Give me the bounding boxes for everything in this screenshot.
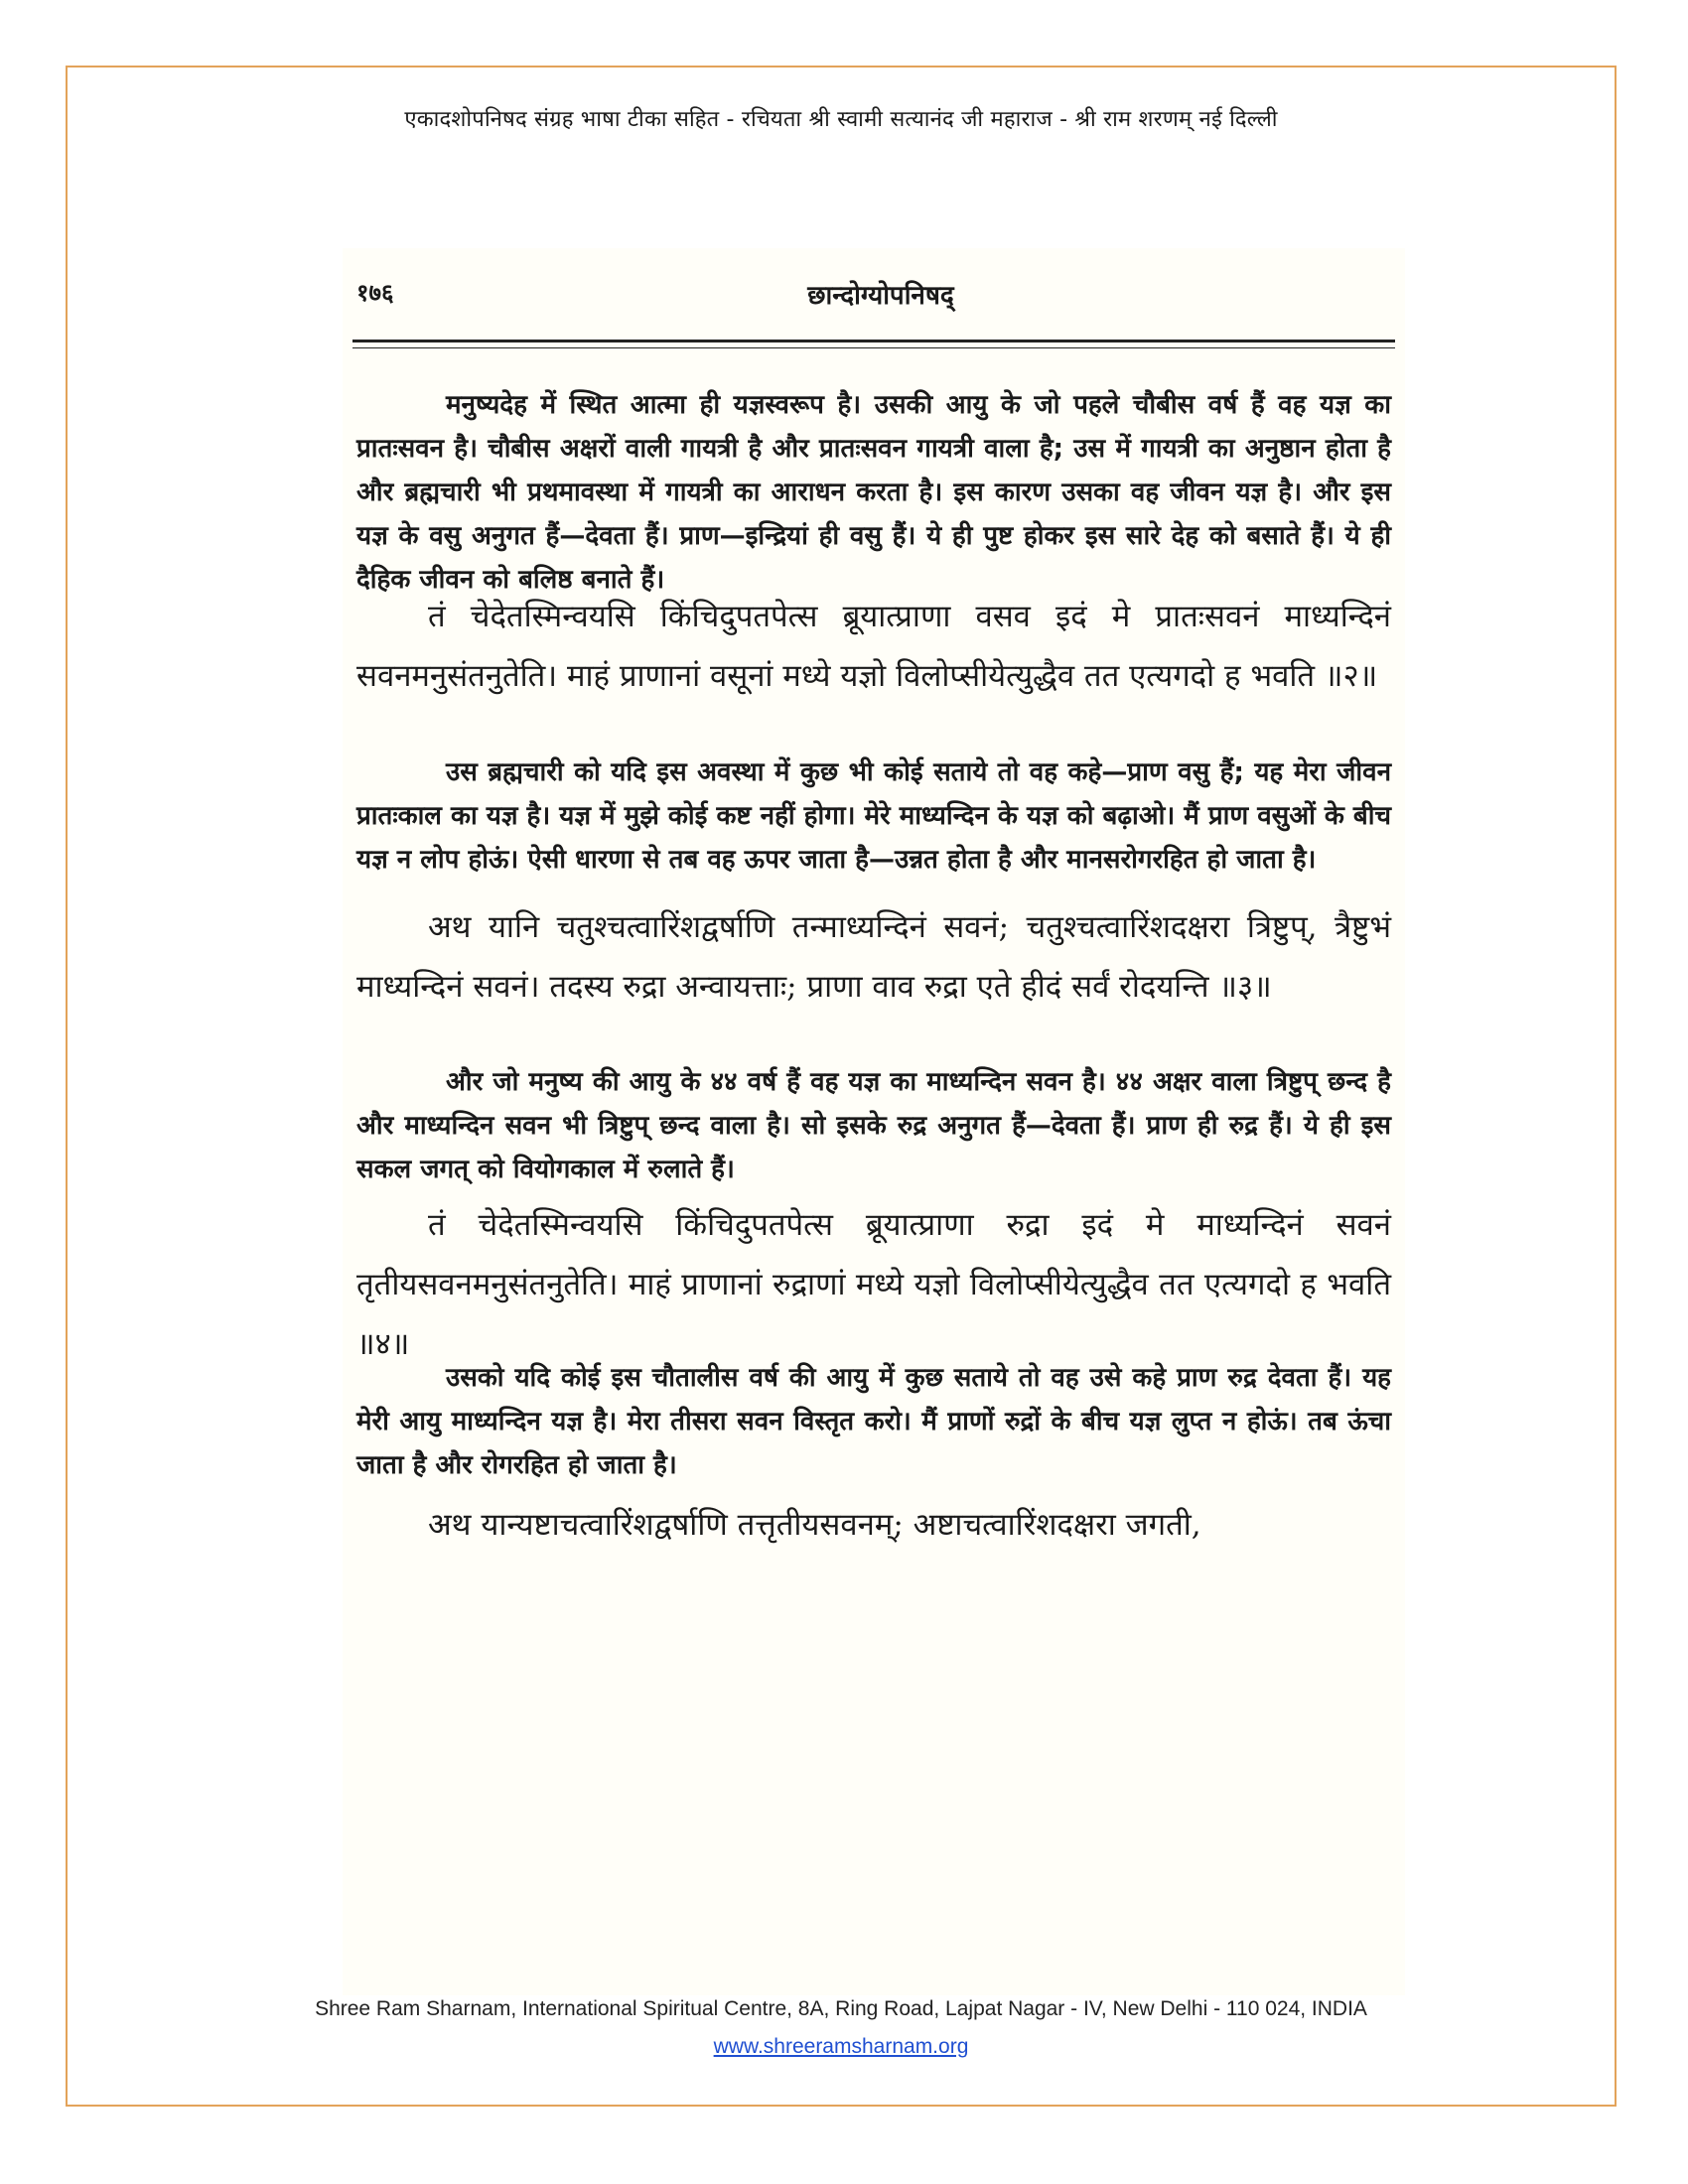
- verse-4: तं चेदेतस्मिन्वयसि किंचिदुपतपेत्स ब्रूयात्प्राणा रुद्रा इदं मे माध्यन्दिनं सवनं तृतीयसवनमनुसंतनुतेति। माहं प्राणानां रुद्राणां मध्ये यज्ञो विलोप्सीयेत्युद्धैव तत एत्यगदो ह भवति ॥४॥: [356, 1207, 1391, 1362]
- commentary-paragraph: उस ब्रह्मचारी को यदि इस अवस्था में कुछ भी कोई सताये तो वह कहे—प्राण वसु हैं; यह मेरा जीवन प्रातःकाल का यज्ञ है। यज्ञ में मुझे कोई कष्ट नहीं होगा। मेरे माध्यन्दिन के यज्ञ को बढ़ाओ। मैं प्राण वसुओं के बीच यज्ञ न लोप होऊं। ऐसी धारणा से तब वह ऊपर जाता है—उन्नत होता है और मानसरोगरहित हो जाता है।: [356, 757, 1391, 875]
- commentary-paragraph: मनुष्यदेह में स्थित आत्मा ही यज्ञस्वरूप है। उसकी आयु के जो पहले चौबीस वर्ष हैं वह यज्ञ का प्रातःसवन है। चौबीस अक्षरों वाली गायत्री है और प्रातःसवन गायत्री वाला है; उस में गायत्री का अनुष्ठान होता है और ब्रह्मचारी भी प्रथमावस्था में गायत्री का आराधन करता है। इस कारण उसका वह जीवन यज्ञ है। और इस यज्ञ के वसु अनुगत हैं—देवता हैं। प्राण—इन्द्रियां ही वसु हैं। ये ही पुष्ट होकर इस सारे देह को बसाते हैं। ये ही दैहिक जीवन को बलिष्ठ बनाते हैं।: [356, 390, 1391, 595]
- website-link[interactable]: www.shreeramsharnam.org: [713, 2035, 969, 2058]
- verse-5-start: अथ यान्यष्टाचत्वारिंशद्वर्षाणि तत्तृतीयसवनम्; अष्टाचत्वारिंशदक्षरा जगती,: [428, 1507, 1201, 1543]
- scanned-page: [343, 248, 1405, 1995]
- book-page-header: [356, 276, 1405, 316]
- page-number: १७६: [356, 278, 394, 307]
- footer-address: Shree Ram Sharnam, International Spiritual Centre, 8A, Ring Road, Lajpat Nagar - IV, New Delhi - 110 024, INDIA: [315, 1997, 1367, 2020]
- header-rule-thin: [352, 347, 1395, 348]
- footer-website: [66, 2035, 1617, 2059]
- verse-2: तं चेदेतस्मिन्वयसि किंचिदुपतपेत्स ब्रूयात्प्राणा वसव इदं मे प्रातःसवनं माध्यन्दिनं सवनमनुसंतनुतेति। माहं प्राणानां वसूनां मध्ये यज्ञो विलोप्सीयेत्युद्धैव तत एत्यगदो ह भवति ॥२॥: [356, 599, 1391, 694]
- running-title: छान्दोग्योपनिषद्: [807, 281, 954, 311]
- document-header: एकादशोपनिषद संग्रह भाषा टीका सहित - रचियता श्री स्वामी सत्यानंद जी महाराज - श्री राम शरणम् नई दिल्ली: [404, 107, 1278, 132]
- header-rule: [352, 340, 1395, 342]
- commentary-paragraph: और जो मनुष्य की आयु के ४४ वर्ष हैं वह यज्ञ का माध्यन्दिन सवन है। ४४ अक्षर वाला त्रिष्टुप् छन्द है और माध्यन्दिन सवन भी त्रिष्टुप् छन्द वाला है। सो इसके रुद्र अनुगत हैं—देवता हैं। प्राण ही रुद्र हैं। ये ही इस सकल जगत् को वियोगकाल में रुलाते हैं।: [356, 1067, 1391, 1184]
- commentary-paragraph: उसको यदि कोई इस चौतालीस वर्ष की आयु में कुछ सताये तो वह उसे कहे प्राण रुद्र देवता हैं। यह मेरी आयु माध्यन्दिन यज्ञ है। मेरा तीसरा सवन विस्तृत करो। मैं प्राणों रुद्रों के बीच यज्ञ लुप्त न होऊं। तब ऊंचा जाता है और रोगरहित हो जाता है।: [356, 1363, 1392, 1480]
- verse-3: अथ यानि चतुश्चत्वारिंशद्वर्षाणि तन्माध्यन्दिनं सवनं; चतुश्चत्वारिंशदक्षरा त्रिष्टुप्, त्रैष्टुभं माध्यन्दिनं सवनं। तदस्य रुद्रा अन्वायत्ताः; प्राणा वाव रुद्रा एते हीदं सर्वं रोदयन्ति ॥३॥: [356, 909, 1391, 1005]
